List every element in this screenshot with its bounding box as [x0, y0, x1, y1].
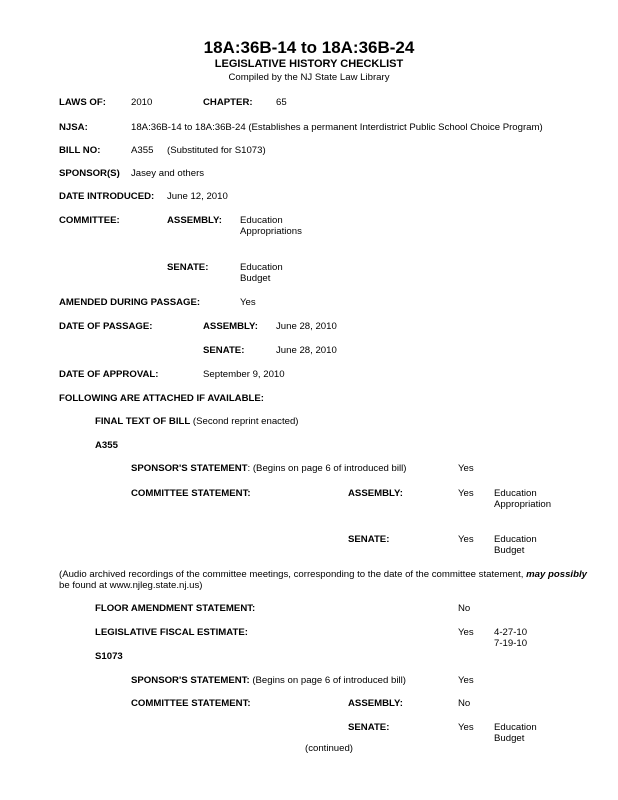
a355-sponsor-statement-label: SPONSOR'S STATEMENT — [131, 463, 248, 474]
bill-no-note: (Substituted for S1073) — [167, 145, 266, 156]
s1073-sponsor-statement-note: (Begins on page 6 of introduced bill) — [252, 675, 406, 686]
committee-label: COMMITTEE: — [59, 215, 120, 226]
s1073-sponsor-statement-value: Yes — [458, 675, 474, 686]
a355-sponsor-statement — [131, 463, 406, 474]
a355-cs-assembly-committee-1: Education — [494, 488, 537, 499]
s1073-sponsor-statement-label: SPONSOR'S STATEMENT: — [131, 675, 250, 686]
s1073-cs-senate-committee-1: Education — [494, 722, 537, 733]
page-subtitle: LEGISLATIVE HISTORY CHECKLIST — [214, 58, 404, 70]
s1073-sponsor-statement — [131, 675, 406, 686]
final-text-label: FINAL TEXT OF BILL — [95, 416, 191, 427]
a355-cs-assembly-value: Yes — [458, 488, 474, 499]
compiled-by: Compiled by the NJ State Law Library — [228, 72, 390, 83]
a355-committee-statement-label: COMMITTEE STATEMENT: — [131, 488, 251, 499]
s1073-committee-statement-label: COMMITTEE STATEMENT: — [131, 698, 251, 709]
committee-senate-value-1: Education — [240, 262, 283, 273]
committee-assembly-value-2: Appropriations — [240, 226, 302, 237]
njsa-label: NJSA: — [59, 122, 88, 133]
final-text-line — [95, 416, 299, 427]
njsa-value: 18A:36B-14 to 18A:36B-24 (Establishes a permanent Interdistrict Public School Choice Program) — [131, 122, 543, 133]
s1073-cs-senate-label: SENATE: — [348, 722, 390, 733]
fiscal-estimate-date-2: 7-19-10 — [494, 638, 528, 649]
laws-of-label: LAWS OF: — [59, 97, 106, 108]
audio-note-text: (Audio archived recordings of the committee meetings, corresponding to the date of the committee statement, — [59, 569, 524, 580]
committee-assembly-value-1: Education — [240, 215, 283, 226]
committee-assembly-label: ASSEMBLY: — [167, 215, 222, 226]
amended-value: Yes — [240, 297, 256, 308]
continued-note: (continued) — [305, 743, 353, 754]
date-introduced-value: June 12, 2010 — [167, 191, 228, 202]
audio-note-emphasis: may possibly — [526, 569, 587, 580]
passage-senate-label: SENATE: — [203, 345, 245, 356]
a355-cs-senate-committee-2: Budget — [494, 545, 525, 556]
passage-assembly-label: ASSEMBLY: — [203, 321, 258, 332]
s1073-cs-assembly-label: ASSEMBLY: — [348, 698, 403, 709]
a355-sponsor-statement-value: Yes — [458, 463, 474, 474]
chapter-value: 65 — [276, 97, 287, 108]
laws-of-value: 2010 — [131, 97, 153, 108]
floor-amendment-value: No — [458, 603, 471, 614]
committee-senate-value-2: Budget — [240, 273, 271, 284]
a355-cs-senate-value: Yes — [458, 534, 474, 545]
sponsors-label: SPONSOR(S) — [59, 168, 120, 179]
committee-senate-label: SENATE: — [167, 262, 209, 273]
fiscal-estimate-value: Yes — [458, 627, 474, 638]
fiscal-estimate-date-1: 4-27-10 — [494, 627, 528, 638]
following-heading: FOLLOWING ARE ATTACHED IF AVAILABLE: — [59, 393, 264, 404]
audio-note-line-2: be found at www.njleg.state.nj.us) — [59, 580, 203, 591]
audio-note-line-1 — [59, 569, 587, 580]
a355-cs-senate-committee-1: Education — [494, 534, 537, 545]
fiscal-estimate-label: LEGISLATIVE FISCAL ESTIMATE: — [95, 627, 248, 638]
a355-sponsor-statement-note: : (Begins on page 6 of introduced bill) — [247, 463, 407, 474]
chapter-label: CHAPTER: — [203, 97, 253, 108]
s1073-cs-senate-committee-2: Budget — [494, 733, 525, 744]
amended-label: AMENDED DURING PASSAGE: — [59, 297, 201, 308]
bill-no-label: BILL NO: — [59, 145, 101, 156]
a355-cs-senate-label: SENATE: — [348, 534, 390, 545]
passage-senate-value: June 28, 2010 — [276, 345, 337, 356]
date-of-passage-label: DATE OF PASSAGE: — [59, 321, 153, 332]
a355-cs-assembly-committee-2: Appropriation — [494, 499, 552, 510]
passage-assembly-value: June 28, 2010 — [276, 321, 337, 332]
page-title: 18A:36B-14 to 18A:36B-24 — [203, 38, 415, 57]
s1073-cs-assembly-value: No — [458, 698, 471, 709]
sponsors-value: Jasey and others — [131, 168, 205, 179]
s1073-cs-senate-value: Yes — [458, 722, 474, 733]
date-of-approval-value: September 9, 2010 — [203, 369, 285, 380]
bill-no-value: A355 — [131, 145, 154, 156]
date-introduced-label: DATE INTRODUCED: — [59, 191, 155, 202]
final-text-note: (Second reprint enacted) — [192, 416, 299, 427]
a355-heading: A355 — [95, 440, 118, 451]
a355-cs-assembly-label: ASSEMBLY: — [348, 488, 403, 499]
date-of-approval-label: DATE OF APPROVAL: — [59, 369, 159, 380]
floor-amendment-label: FLOOR AMENDMENT STATEMENT: — [95, 603, 256, 614]
s1073-heading: S1073 — [95, 651, 123, 662]
